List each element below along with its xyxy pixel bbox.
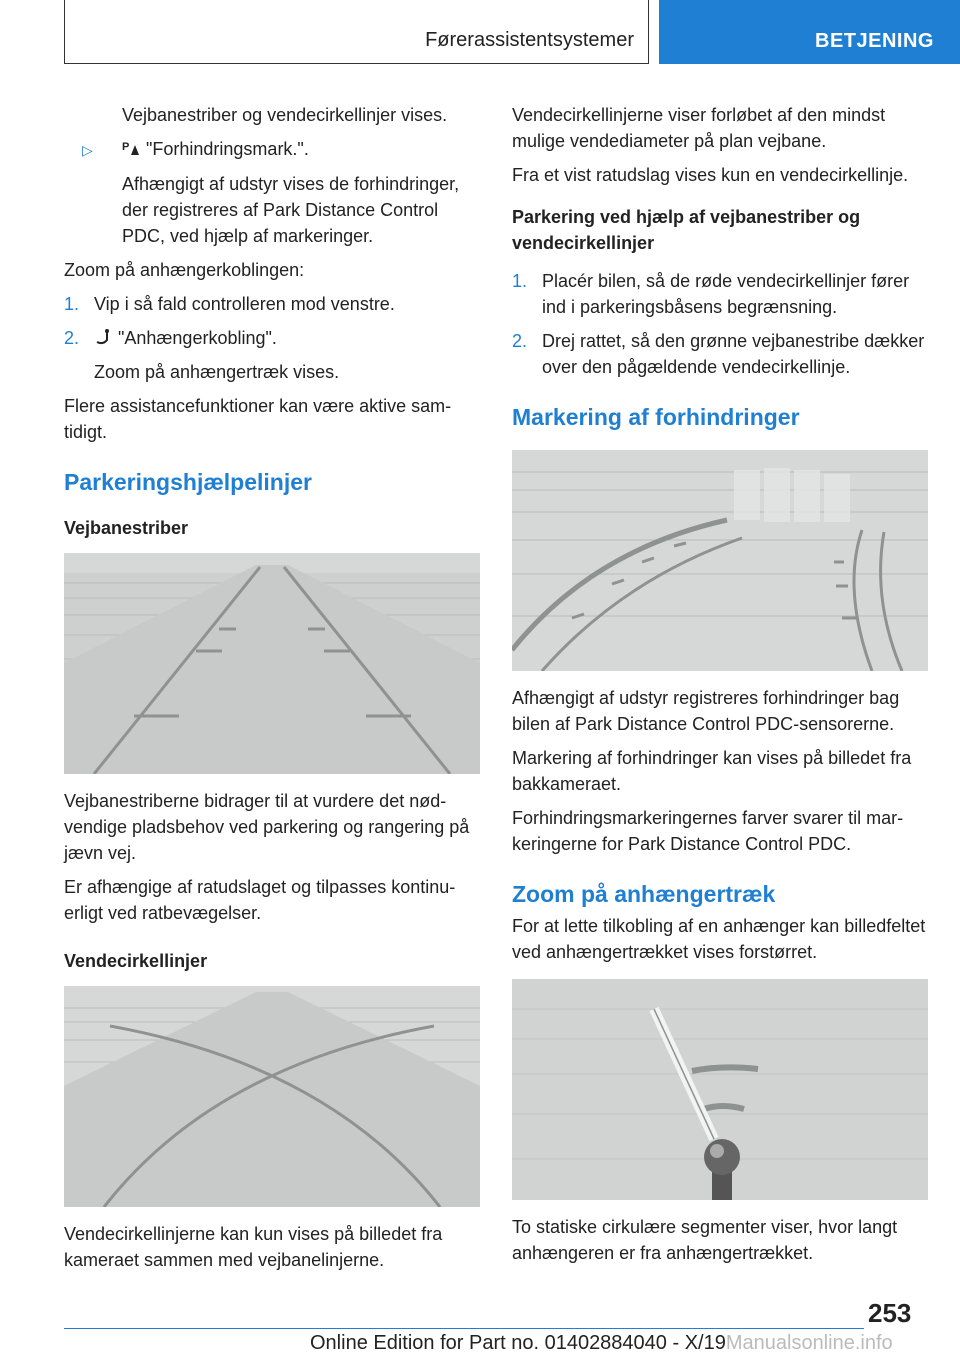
header-section-title: Førerassistentsystemer: [425, 29, 634, 51]
step-text: Drej rattet, så den grønne vejbanestribe dækker over den pågældende vendecirkellinje.: [542, 331, 925, 377]
heading-hitch-zoom: Zoom på anhængertræk: [512, 881, 776, 907]
lane-lines-figure: [64, 553, 480, 774]
step-2: [512, 328, 928, 380]
step-number: 2.: [64, 328, 80, 348]
footer-edition-text: Online Edition for Part no. 01402884040 - X/19: [310, 1332, 726, 1354]
step-1: [512, 268, 928, 320]
step-text: Vip i så fald controlleren mod venstre.: [94, 294, 395, 314]
lanes-paragraph-2: Er afhængige af ratudslaget og tilpasses kontinuerligt ved ratbevægelser.: [64, 877, 456, 923]
paragraph-lines-shown: Vejbanestriber og vendecirkellinjer vises.: [122, 105, 448, 125]
step-2: [64, 325, 480, 351]
turn-paragraph-3: Fra et vist ratudslag vises kun en vendecirkellinje.: [512, 165, 909, 185]
zoom-intro: Zoom på anhængerkoblingen:: [64, 260, 305, 280]
obstacle-paragraph-2: Markering af forhindringer kan vises på billedet fra bakkameraet.: [512, 748, 912, 794]
step-number: 2.: [512, 331, 528, 351]
obstacle-paragraph-3: Forhindringsmarkeringernes farver svarer til markeringerne for Park Distance Control PDC.: [512, 808, 904, 854]
step-text: "Anhængerkobling".: [118, 328, 277, 348]
trailer-hitch-icon: [94, 328, 112, 346]
parking-sensor-icon: [122, 139, 140, 157]
header-chapter-title: BETJENING: [815, 30, 934, 52]
hitch-zoom-figure: [512, 979, 928, 1200]
obstacle-paragraph-1: Afhængigt af udstyr registreres forhindringer bag bilen af Park Distance Control PDC-sensorerne.: [512, 688, 900, 734]
page-number: 253: [868, 1298, 912, 1328]
step-number: 1.: [64, 294, 80, 314]
left-column: [64, 102, 480, 1281]
footer-divider: [64, 1328, 864, 1329]
heading-turn-lines: Vendecirkellinjer: [64, 951, 208, 971]
bullet-obstacle-label: "Forhindringsmark.".: [146, 139, 309, 159]
lanes-paragraph-1: Vejbanestriberne bidrager til at vurdere det nødvendige pladsbehov ved parkering og rangering på jævn vej.: [64, 791, 470, 863]
step-number: 1.: [512, 271, 528, 291]
step-text: Placér bilen, så de røde vendecirkellinjer fører ind i parkeringsbåsens begrænsning.: [542, 271, 910, 317]
zoom-paragraph-2: To statiske cirkulære segmenter viser, hvor langt anhængeren er fra anhængertrækket.: [512, 1217, 898, 1263]
heading-parking-lines: Parkeringshjælpelinjer: [64, 469, 312, 495]
step-2-result: Zoom på anhængertræk vises.: [94, 362, 340, 382]
header-section-box: [64, 0, 649, 64]
header-chapter-tab: [659, 0, 960, 64]
footer-watermark: Manualsonline.info: [725, 1332, 893, 1354]
zoom-paragraph-1: For at lette tilkobling af en anhænger kan billedfeltet ved anhængertrækket vises forstørret.: [512, 916, 926, 962]
step-1: [64, 291, 480, 317]
bullet-obstacle-desc: Afhængigt af udstyr vises de forhindringer, der registreres af Park Distance Control PDC, ved hjælp af markeringer.: [122, 174, 460, 246]
turn-lines-figure: [64, 986, 480, 1207]
bullet-obstacle-marks: [64, 136, 480, 163]
paragraph-multi-functions: Flere assistancefunktioner kan være aktive samtidigt.: [64, 396, 452, 442]
footer-edition: [310, 1332, 893, 1355]
heading-obstacle-marking: Markering af forhindringer: [512, 404, 800, 430]
turn-paragraph-1: Vendecirkellinjerne kan kun vises på billedet fra kameraet sammen med vejbanelinjerne.: [64, 1224, 443, 1270]
obstacle-marking-figure: [512, 450, 928, 671]
svg-text:P: P: [122, 141, 130, 153]
triangle-bullet-icon: ▷: [82, 142, 93, 158]
heading-lane-lines: Vejbanestriber: [64, 518, 189, 538]
turn-paragraph-2: Vendecirkellinjerne viser forløbet af den mindst mulige vendediameter på plan vejbane.: [512, 105, 886, 151]
heading-parking-help: Parkering ved hjælp af vejbanestriber og vendecirkellinjer: [512, 207, 861, 253]
right-column: [512, 102, 928, 1274]
